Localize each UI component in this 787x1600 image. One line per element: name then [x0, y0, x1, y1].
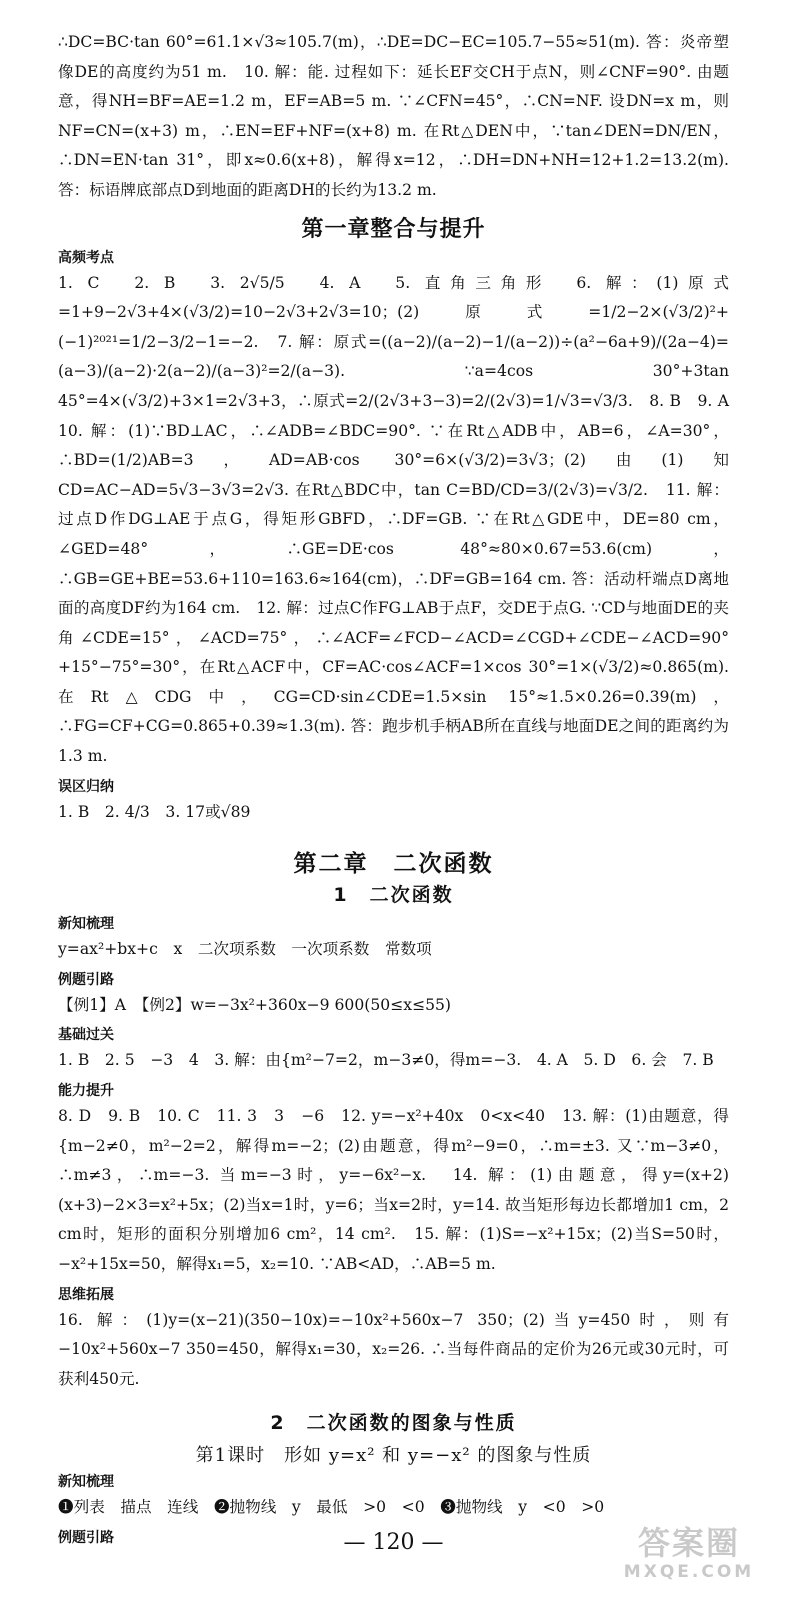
s2-label-examples: 例题引路 [58, 1529, 114, 1546]
s1-label-ability: 能力提升 [58, 1083, 114, 1100]
ch2-section2-lesson-title: 第1课时 形如 y=x² 和 y=−x² 的图象与性质 [195, 1445, 592, 1467]
s1-knowledge-text: y=ax²+bx+c x 二次项系数 一次项系数 常数项 [58, 940, 432, 959]
ch1-high-frequency-text: 1. C 2. B 3. 2√5/5 4. A 5. 直角三角形 6. 解：(1)原式=1+9−2√3+4×(√3/2)=10−2√3+2√3=10；(2)原式=1/2−2×(√3/2)²+(−1)²⁰²¹=1/2−3/2−1=−2. 7. 解：原式=((a−2)/(a−2)−1/(a−2))÷(a²−6a+9)/(2a−4)=(a−3)/(a−2)·2(a−2)/(a−3)²=2/(a−3). ∵a=4cos 30°+3tan 45°=4×(√3/2)+3×1=2√3+3，∴原式=2/(2√3+3−3)=2/(2√3)=1/√3=√3/3. 8. B 9. A 10. 解：(1)∵BD⊥AC，∴∠ADB=∠BDC=90°. ∵在Rt△ADB中，AB=6，∠A=30°，∴BD=(1/2)AB=3，AD=AB·cos 30°=6×(√3/2)=3√3；(2)由(1)知CD=AC−AD=5√3−3√3=2√3. 在Rt△BDC中，tan C=BD/CD=3/(2√3)=√3/2. 11. 解：过点D作DG⊥AE于点G，得矩形GBFD，∴DF=GB. ∵在Rt△GDE中，DE=80 cm，∠GED=48°，∴GE=DE·cos 48°≈80×0.67=53.6(cm)，∴GB=GE+BE=53.6+110=163.6≈164(cm)，∴DF=GB=164 cm. 答：活动杆端点D离地面的高度DF约为164 cm. 12. 解：过点C作FG⊥AB于点F，交DE于点G. ∵CD与地面DE的夹角∠CDE=15°，∠ACD=75°，∴∠ACF=∠FCD−∠ACD=∠CGD+∠CDE−∠ACD=90°+15°−75°=30°，在Rt△ACF中，CF=AC·cos∠ACF=1×cos 30°=1×(√3/2)≈0.865(m). 在Rt△CDG中，CG=CD·sin∠CDE=1.5×sin 15°≈1.5×0.26=0.39(m)，∴FG=CF+CG=0.865+0.39≈1.3(m). 答：跑步机手柄AB所在直线与地面DE之间的距离约为1.3 m. [58, 273, 745, 766]
s1-label-knowledge: 新知梳理 [58, 916, 114, 933]
s1-ability-text: 8. D 9. B 10. C 11. 3 3 −6 12. y=−x²+40x 0<x<40 13. 解：(1)由题意，得{m−2≠0，m²−2=2，解得m=−2；(2)由题意，得m²−9=0，∴m=±3. 又∵m−3≠0，∴m≠3，∴m=−3. 当m=−3时，y=−6x²−x. 14. 解：(1)由题意，得y=(x+2)(x+3)−2×3=x²+5x；(2)当x=1时，y=6；当x=2时，y=14. 故当矩形每边长都增加1 cm，2 cm时，矩形的面积分别增加6 cm²，14 cm². 15. 解：(1)S=−x²+15x；(2)当S=50时，−x²+15x=50，解得x₁=5，x₂=10. ∵AB<AD，∴AB=5 m. [58, 1107, 729, 1273]
ch2-section1-title: 1 二次函数 [333, 884, 454, 907]
watermark-logo [609, 1525, 769, 1591]
s2-knowledge-text: ❶列表 描点 连线 ❷抛物线 y 最低 >0 <0 ❸抛物线 y <0 >0 [58, 1498, 605, 1517]
watermark-top: 答案圈 [637, 1524, 740, 1562]
s1-basic-text: 1. B 2. 5 −3 4 3. 解：由{m²−7=2，m−3≠0，得m=−3. 4. A 5. D 6. 会 7. B [58, 1051, 714, 1070]
ch2-section2-title: 2 二次函数的图象与性质 [270, 1412, 517, 1435]
s1-thinking-text: 16. 解：(1)y=(x−21)(350−10x)=−10x²+560x−7 350；(2)当y=450时，则有−10x²+560x−7 350=450，解得x₁=30，x₂=26. ∴当每件商品的定价为26元或30元时，可获利450元. [58, 1310, 729, 1388]
watermark-bottom: MXQE.COM [623, 1562, 755, 1582]
intro-paragraph: ∴DC=BC·tan 60°=61.1×√3≈105.7(m)，∴DE=DC−EC=105.7−55≈51(m). 答：炎帝塑像DE的高度约为51 m. 10. 解：能. 过程如下：延长EF交CH于点N，则∠CNF=90°. 由题意，得NH=BF=AE=1.2 m，EF=AB=5 m. ∵∠CFN=45°，∴CN=NF. 设DN=x m，则NF=CN=(x+3) m，∴EN=EF+NF=(x+8) m. 在Rt△DEN中，∵tan∠DEN=DN/EN，∴DN=EN·tan 31°，即x≈0.6(x+8)，解得x=12，∴DH=DN+NH=12+1.2=13.2(m). 答：标语牌底部点D到地面的距离DH的长约为13.2 m. [58, 33, 729, 199]
chapter2-title: 第二章 二次函数 [293, 851, 494, 878]
ch1-label-mistakes: 误区归纳 [58, 778, 114, 795]
s1-label-thinking: 思维拓展 [58, 1286, 114, 1303]
s2-label-knowledge: 新知梳理 [58, 1474, 114, 1491]
chapter1-title: 第一章整合与提升 [301, 216, 486, 242]
page-number: — 120 — [343, 1530, 444, 1555]
ch1-label-high-frequency: 高频考点 [58, 249, 114, 266]
s1-label-examples: 例题引路 [58, 971, 114, 988]
s1-label-basic: 基础过关 [58, 1027, 114, 1044]
s1-examples-text: 【例1】A 【例2】w=−3x²+360x−9 600(50≤x≤55) [58, 995, 452, 1014]
ch1-mistakes-text: 1. B 2. 4/3 3. 17或√89 [58, 802, 251, 821]
